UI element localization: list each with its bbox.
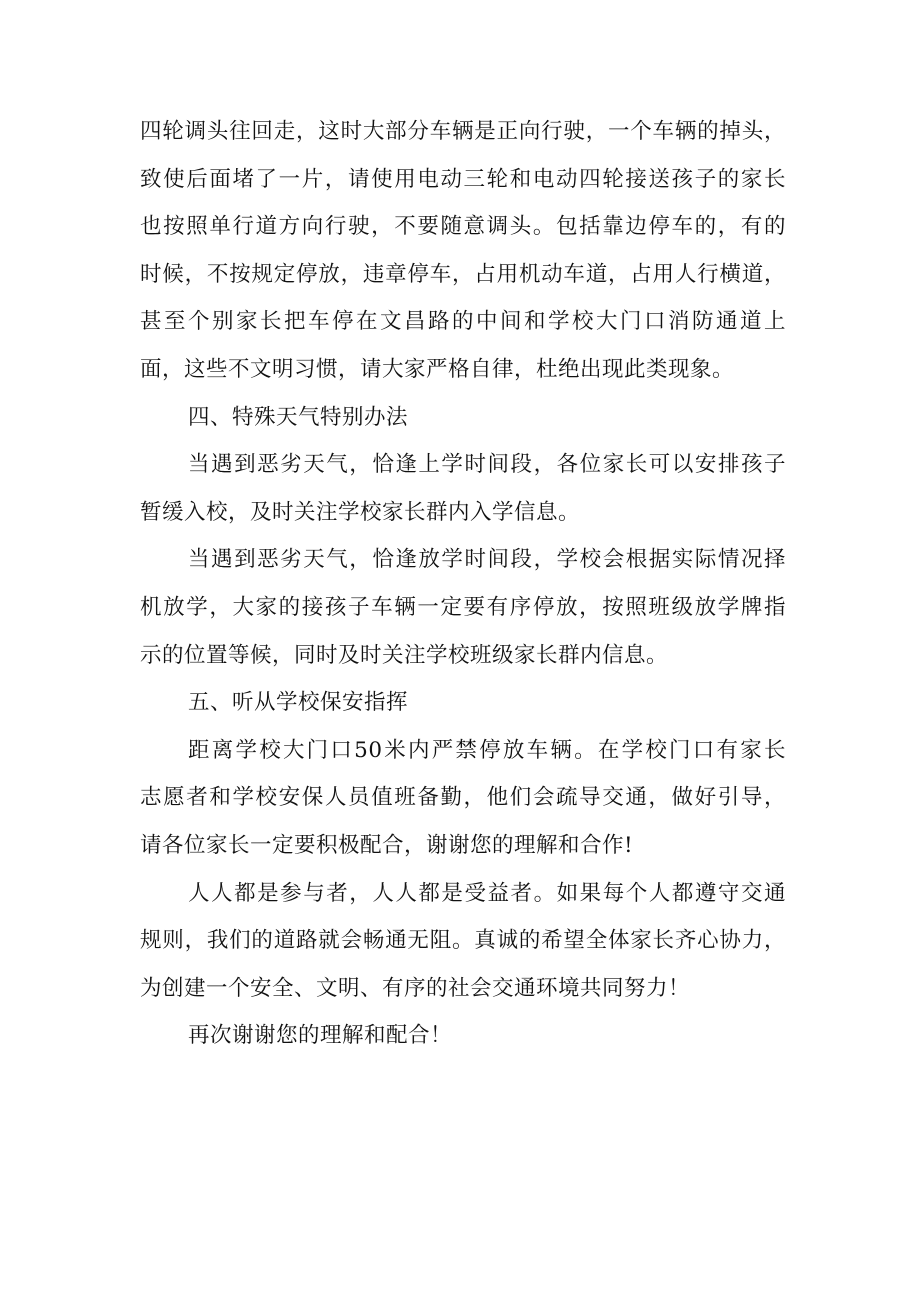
text-line: 面，这些不文明习惯，请大家严格自律，杜绝出现此类现象。 [140, 356, 735, 382]
text-line: 机放学，大家的接孩子车辆一定要有序停放，按照班级放学牌指 [140, 594, 786, 620]
section-heading-4: 四、特殊天气特别办法 [188, 404, 409, 430]
text-line: 致使后面堵了一片，请使用电动三轮和电动四轮接送孩子的家长 [140, 166, 786, 192]
text-line: 示的位置等候，同时及时关注学校班级家长群内信息。 [140, 642, 669, 668]
text-line: 请各位家长一定要积极配合，谢谢您的理解和合作! [140, 832, 634, 858]
paragraph-no-parking-zone [140, 727, 786, 870]
paragraph-traffic-rules [140, 108, 786, 394]
text-line: 距离学校大门口50米内严禁停放车辆。在学校门口有家长 [188, 737, 786, 763]
text-line: 人人都是参与者，人人都是受益者。如果每个人都遵守交通 [188, 880, 786, 906]
document-page [140, 108, 786, 1060]
text-line: 时候，不按规定停放，违章停车，占用机动车道，占用人行横道， [140, 261, 786, 287]
text-line: 也按照单行道方向行驶，不要随意调头。包括靠边停车的，有的 [140, 214, 786, 240]
paragraph-bad-weather-school-start [140, 441, 786, 536]
section-heading-5: 五、听从学校保安指挥 [188, 690, 409, 716]
text-line: 当遇到恶劣天气，恰逢上学时间段，各位家长可以安排孩子 [188, 452, 786, 478]
text-line: 志愿者和学校安保人员值班备勤，他们会疏导交通，做好引导， [140, 785, 786, 811]
text-line: 为创建一个安全、文明、有序的社会交通环境共同努力！ [140, 975, 691, 1001]
paragraph-closing-thanks [140, 1012, 786, 1060]
text-line: 当遇到恶劣天气，恰逢放学时间段，学校会根据实际情况择 [188, 547, 786, 573]
text-line: 暂缓入校，及时关注学校家长群内入学信息。 [140, 499, 581, 525]
paragraph-everyone-participates [140, 870, 786, 1013]
text-line: 四轮调头往回走，这时大部分车辆是正向行驶，一个车辆的掉头， [140, 119, 786, 144]
text-line: 甚至个别家长把车停在文昌路的中间和学校大门口消防通道上 [140, 309, 786, 335]
text-line: 再次谢谢您的理解和配合！ [188, 1023, 453, 1049]
text-line: 规则，我们的道路就会畅通无阻。真诚的希望全体家长齐心协力， [140, 928, 786, 954]
paragraph-bad-weather-dismissal [140, 536, 786, 679]
